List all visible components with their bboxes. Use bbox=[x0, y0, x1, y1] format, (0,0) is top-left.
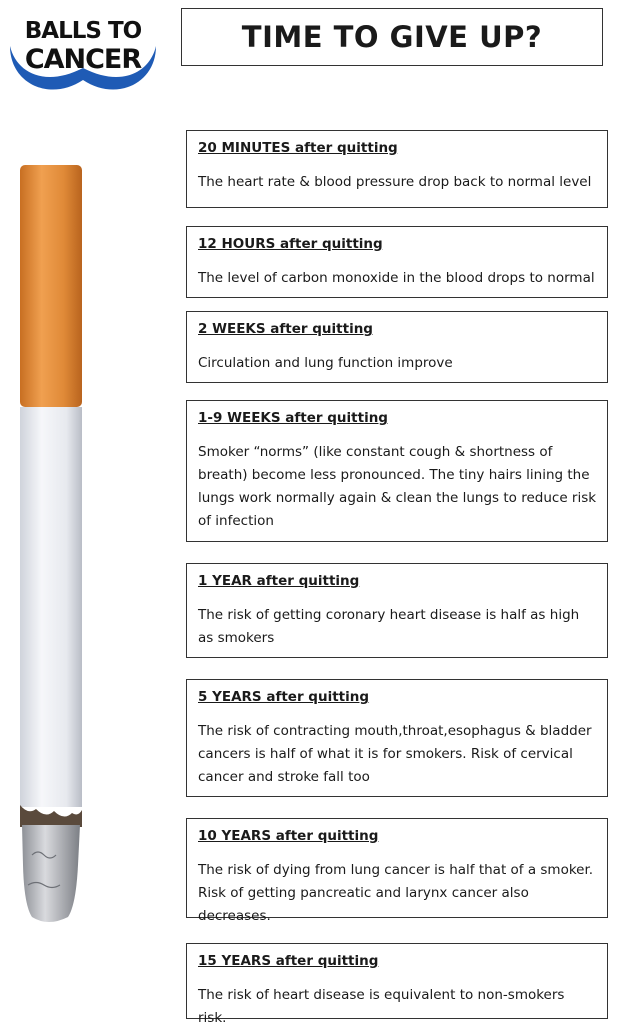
milestone-box-2-weeks bbox=[186, 311, 608, 383]
milestone-heading: 1-9 WEEKS after quitting bbox=[198, 410, 388, 426]
page-title: TIME TO GIVE UP? bbox=[241, 20, 543, 54]
milestone-heading: 5 YEARS after quitting bbox=[198, 689, 370, 705]
logo bbox=[4, 6, 162, 102]
milestone-heading: 12 HOURS after quitting bbox=[198, 236, 383, 252]
milestone-heading: 20 MINUTES after quitting bbox=[198, 140, 398, 156]
milestone-heading: 15 YEARS after quitting bbox=[198, 953, 379, 969]
milestone-box-15-years bbox=[186, 943, 608, 1026]
cigarette-illustration bbox=[18, 165, 84, 925]
milestone-box-1-9-weeks bbox=[186, 400, 608, 542]
logo-text-line1: BALLS TO bbox=[24, 18, 142, 44]
milestone-heading: 2 WEEKS after quitting bbox=[198, 321, 373, 337]
milestone-text: Circulation and lung function improve bbox=[198, 355, 453, 371]
logo-text-line2: CANCER bbox=[24, 44, 142, 75]
milestone-box-20-minutes bbox=[186, 130, 608, 208]
title-box bbox=[181, 8, 603, 66]
milestone-text: The risk of dying from lung cancer is half that of a smoker. Risk of getting pancreatic and larynx cancer also decreases. bbox=[198, 862, 594, 924]
milestone-heading: 10 YEARS after quitting bbox=[198, 828, 379, 844]
milestone-box-5-years bbox=[186, 679, 608, 797]
milestone-text: The risk of heart disease is equivalent to non-smokers risk. bbox=[198, 987, 565, 1026]
milestone-text: The risk of getting coronary heart disease is half as high as smokers bbox=[198, 607, 580, 646]
milestone-box-10-years bbox=[186, 818, 608, 924]
milestone-box-12-hours bbox=[186, 226, 608, 298]
milestone-heading: 1 YEAR after quitting bbox=[198, 573, 360, 589]
milestone-text: The risk of contracting mouth,throat,esophagus & bladder cancers is half of what it is for smokers. Risk of cervical cancer and stroke fall too bbox=[198, 723, 592, 785]
milestone-text: The heart rate & blood pressure drop back to normal level bbox=[198, 174, 592, 190]
milestone-text: Smoker “norms” (like constant cough & shortness of breath) become less pronounced. The tiny hairs lining the lungs work normally again & clean the lungs to reduce risk of infection bbox=[198, 444, 597, 529]
milestone-text: The level of carbon monoxide in the blood drops to normal bbox=[198, 270, 595, 286]
milestone-box-1-year bbox=[186, 563, 608, 658]
